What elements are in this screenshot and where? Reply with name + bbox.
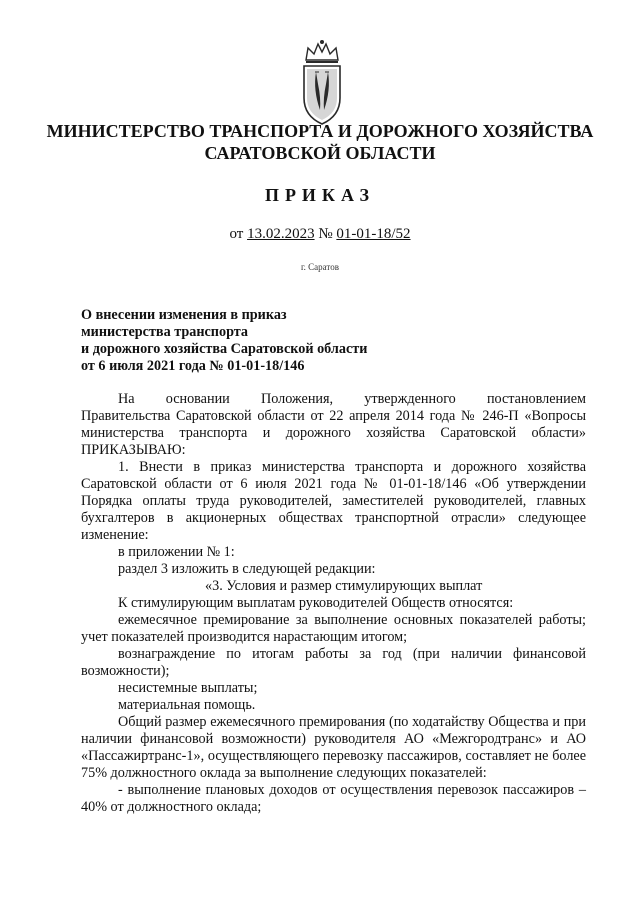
order-number: 01-01-18/52	[336, 226, 411, 242]
paragraph-incentives: К стимулирующим выплатам руководителей Обществ относятся:	[118, 595, 514, 611]
paragraph-annual-reward: вознаграждение по итогам работы за год (при наличии финансовой возможности);	[81, 646, 586, 679]
order-body	[81, 391, 586, 816]
order-subject	[81, 307, 367, 375]
paragraph-item-1: 1. Внести в приказ министерства транспорта и дорожного хозяйства Саратовской области от 6 июля 2021 года № 01-01-18/146 «Об утверждении Порядка оплаты труда руководителей, заместителей руководителей, главных бухгалтеров в акционерных обществах транспортной отрасли» следующее изменение:	[81, 459, 586, 543]
paragraph-basis-rest: Правительства Саратовской области от 22 апреля 2014 года № 246-П «Вопросы министерства транспорта и дорожного хозяйства Саратовской области» ПРИКАЗЫВАЮ:	[81, 408, 586, 458]
city-label: г. Саратов	[301, 262, 339, 272]
from-label: от	[229, 226, 244, 242]
subject-line1: О внесении изменения в приказ	[81, 307, 287, 323]
ministry-name-line2: САРАТОВСКОЙ ОБЛАСТИ	[204, 143, 436, 163]
section-heading: «3. Условия и размер стимулирующих выплат	[205, 578, 483, 594]
subject-line2: министерства транспорта	[81, 324, 249, 340]
saratov-coat-of-arms-emblem	[298, 38, 346, 126]
order-title: ПРИКАЗ	[264, 185, 376, 205]
ministry-name	[0, 120, 640, 164]
paragraph-nonsystem-payments: несистемные выплаты;	[118, 680, 258, 696]
subject-line3: и дорожного хозяйства Саратовской области	[81, 341, 368, 357]
paragraph-appendix: в приложении № 1:	[118, 544, 235, 560]
number-label: №	[318, 226, 333, 242]
order-date-number	[0, 226, 640, 243]
paragraph-section: раздел 3 изложить в следующей редакции:	[118, 561, 376, 577]
paragraph-basis-line1: На основании Положения, утвержденного постановлением	[118, 391, 586, 407]
subject-line4: от 6 июля 2021 года № 01-01-18/146	[81, 358, 305, 374]
paragraph-total-bonus: Общий размер ежемесячного премирования (по ходатайству Общества и при наличии финансовой возможности) руководителя АО «Межгородтранс» и АО «Пассажиртранс-1», осуществляющего перевозку пассажиров, составляет не более 75% должностного оклада за выполнение следующих показателей:	[81, 714, 586, 781]
paragraph-material-aid: материальная помощь.	[118, 697, 256, 713]
order-date: 13.02.2023	[247, 226, 315, 242]
paragraph-monthly-bonus: ежемесячное премирование за выполнение основных показателей работы; учет показателей производится нарастающим итогом;	[81, 612, 586, 645]
paragraph-planned-income: - выполнение плановых доходов от осуществления перевозок пассажиров – 40% от должностного оклада;	[81, 782, 586, 815]
ministry-name-line1: МИНИСТЕРСТВО ТРАНСПОРТА И ДОРОЖНОГО ХОЗЯЙСТВА	[46, 121, 594, 141]
